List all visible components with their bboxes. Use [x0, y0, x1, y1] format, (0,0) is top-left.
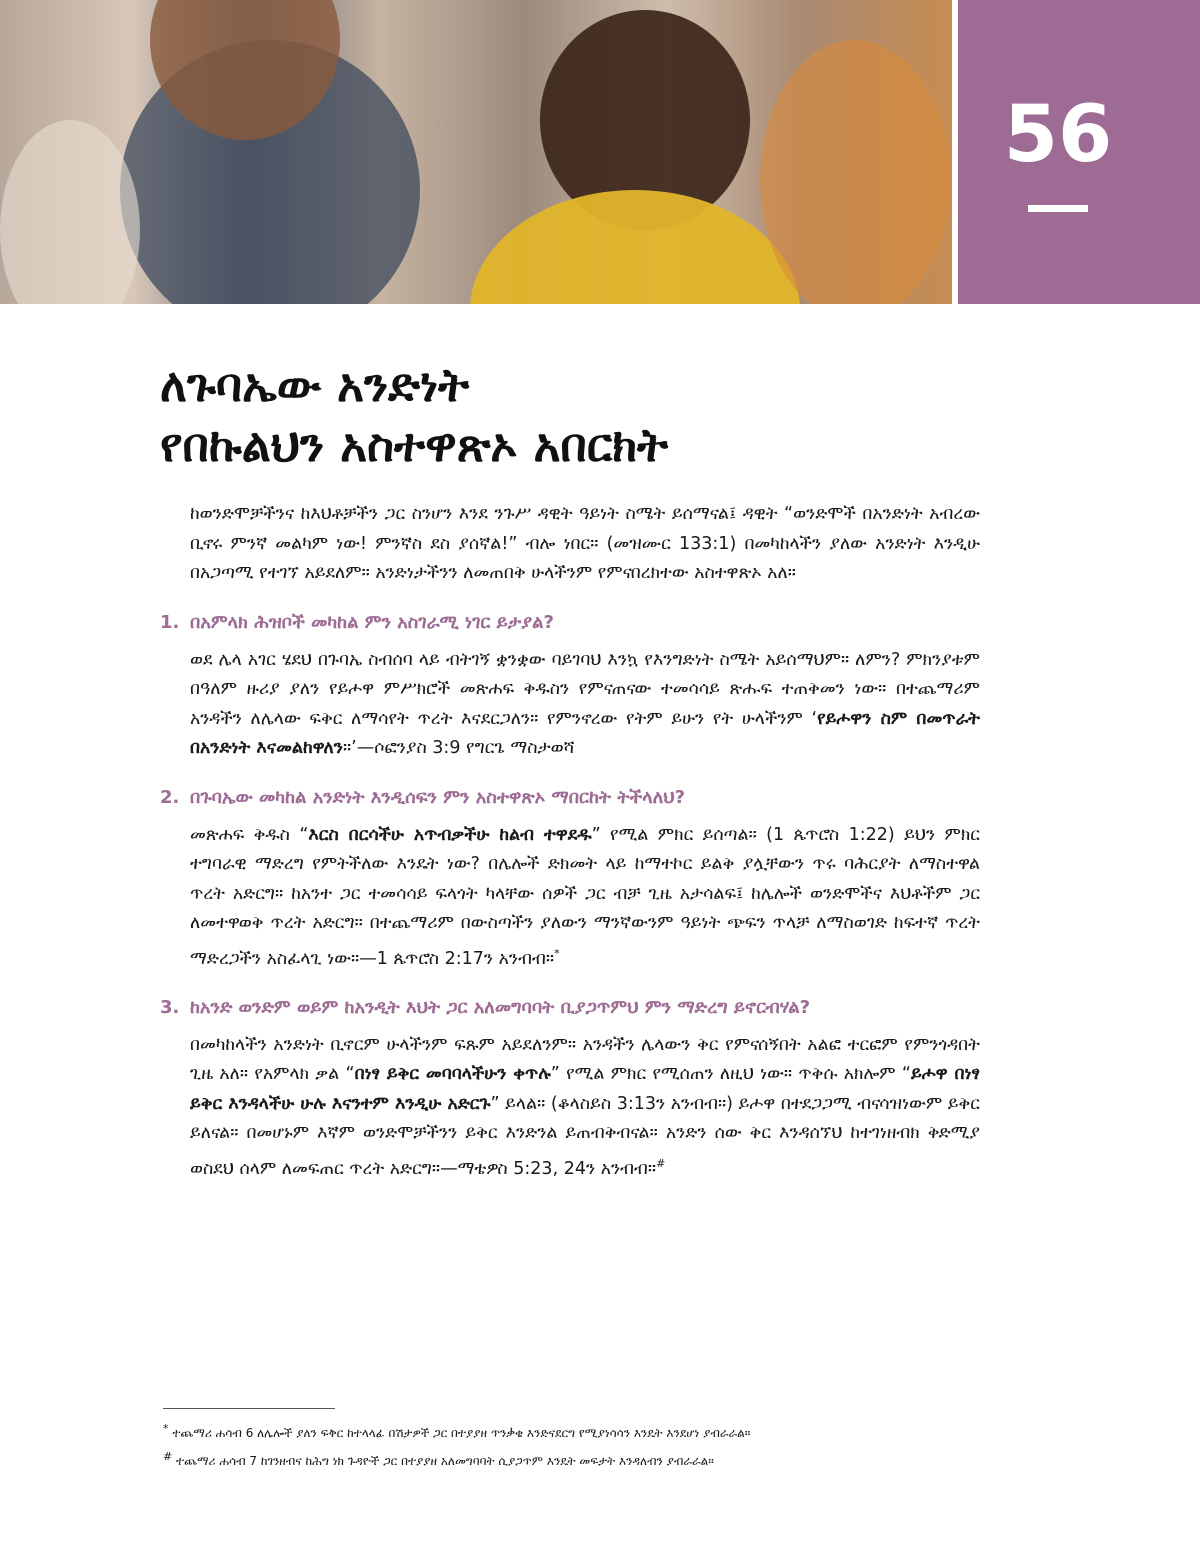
section-3-text-b: ” የሚል ምክር የሚሰጠን ለዚህ ነው። ጥቅሱ አክሎም “ — [550, 1064, 911, 1085]
section-2-question-text: በጉባኤው መካከል አንድነት እንዲሰፍን ምን አስተዋጽኦ ማበርከት ትችላለህ? — [190, 786, 686, 808]
intro-paragraph: ከወንድሞቻችንና ከእህቶቻችን ጋር ስንሆን እንደ ንጉሥ ዳዊት ዓይነት ስሜት ይሰማናል፤ ዳዊት “ወንድሞች በአንድነት አብረው ቢኖሩ ምንኛ መልካም ነው! ምንኛስ ደስ ያሰኛል!” ብሎ ነበር። (መዝሙር 133:1) በመካከላችን ያለው አንድነት እንዲሁ በአጋጣሚ የተገኘ አይደለም። አንድነታችንን ለመጠበቅ ሁላችንም የምናበረክተው አስተዋጽኦ አለ። — [190, 504, 980, 583]
section-1-question — [160, 609, 980, 636]
title-line-2: የበኩልህን አስተዋጽኦ አበርክት — [160, 418, 669, 472]
section-3-number: 3. — [160, 996, 180, 1018]
section-1-text-a: ወደ ሌላ አገር ሄደህ በጉባኤ ስብሰባ ላይ ብትገኝ ቋንቋው ባይገባህ እንኳ የእንግድነት ስሜት አይሰማህም። ለምን? ምክንያቱም በዓለም ዙሪያ ያለን የይሖዋ ምሥክሮች መጽሐፍ ቅዱስን የምናጠናው ተመሳሳይ ጽሑፍ ተጠቅመን ነው። በተጨማሪም አንዳችን ለሌላው ፍቅር ለማሳየት ጥረት እናደርጋለን። የምንኖረው የትም ይሁን የት ሁላችንም ‘ — [190, 649, 980, 729]
footnote-2-marker: # — [163, 1450, 173, 1463]
section-3-question-text: ከአንድ ወንድም ወይም ከአንዲት እህት ጋር አለመግባባት ቢያጋጥምህ ምን ማድረግ ይኖርብሃል? — [190, 996, 811, 1018]
section-3-text-a: በመካከላችን አንድነት ቢኖርም ሁላችንም ፍጹም አይደለንም። አንዳችን ሌላውን ቅር የምናሰኝበት አልፎ ተርፎም የምንጎዳበት ጊዜ አለ። የአምላክ ቃል “ — [190, 1034, 980, 1085]
footnote-1-marker: * — [163, 1422, 169, 1435]
lesson-title — [160, 355, 1060, 475]
footnote-1-text: ተጨማሪ ሐሳብ 6 ለሌሎች ያለን ፍቅር ከተላላፊ በሽታዎች ጋር በተያያዘ ጥንቃቄ እንድናደርግ የሚያነሳሳን እንዴት እንደሆነ ያብራራል። — [168, 1426, 751, 1440]
footnote-divider — [163, 1408, 335, 1409]
section-2-text-b: ” የሚል ምክር ይሰጣል። (1 ጴጥሮስ 1:22) ይህን ምክር ተግባራዊ ማድረግ የምትችለው እንዴት ነው? በሌሎች ድክመት ላይ ከማተኮር ይልቅ ያሏቸውን ጥሩ ባሕርያት ለማስተዋል ጥረት አድርግ። ከአንተ ጋር ተመሳሳይ ፍላጎት ካላቸው ሰዎች ጋር ብቻ ጊዜ አታሳልፍ፤ ከሌሎች ወንድሞችና እህቶችም ጋር ለመተዋወቅ ጥረት አድርግ። በተጨማሪም በውስጣችን ያለውን ማንኛውንም ዓይነት ጭፍን ጥላቻ ለማስወገድ ከፍተኛ ጥረት ማድረጋችን አስፈላጊ ነው።—1 ጴጥሮስ 2:17ን አንብብ። — [190, 824, 980, 969]
header-photo — [0, 0, 952, 304]
section-2-paragraph — [190, 821, 980, 974]
section-2-number: 2. — [160, 786, 180, 808]
section-3-question — [160, 994, 980, 1021]
section-1-text-b: ።’—ሶፎንያስ 3:9 የግርጌ ማስታወሻ — [342, 738, 575, 758]
section-3-quote-2: ይሖዋ በነፃ ይቅር እንዳላችሁ ሁሉ እናንተም እንዲሁ አድርጉ — [190, 1064, 980, 1114]
footnote-marker-asterisk[interactable]: * — [554, 946, 560, 960]
section-3-quote-1: በነፃ ይቅር መባባላችሁን ቀጥሉ — [354, 1064, 551, 1085]
lesson-number-badge — [958, 0, 1200, 304]
badge-underline — [1028, 205, 1088, 212]
section-2-question — [160, 784, 980, 811]
footnote-marker-hash[interactable]: # — [656, 1156, 666, 1170]
section-2-text-a: መጽሐፍ ቅዱስ “ — [190, 824, 309, 845]
section-1-paragraph — [190, 646, 980, 764]
section-3-paragraph — [190, 1031, 980, 1184]
title-line-1: ለጉባኤው አንድነት — [160, 358, 470, 412]
section-2-quote: እርስ በርሳችሁ አጥብቃችሁ ከልብ ተዋደዱ — [308, 824, 592, 845]
section-3-text-c: ” ይላል። (ቆላስይስ 3:13ን አንብብ።) ይሖዋ በተደጋጋሚ ብናሳዝነውም ይቅር ይለናል። በመሆኑም እኛም ወንድሞቻችንን ይቅር እንድንል ይጠብቅብናል። አንድን ሰው ቅር እንዳሰኘህ ከተገነዘብክ ቅድሚያ ወስደህ ሰላም ለመፍጠር ጥረት አድርግ።—ማቴዎስ 5:23, 24ን አንብብ። — [190, 1093, 980, 1179]
footnotes — [163, 1408, 963, 1475]
footnote-2 — [163, 1447, 963, 1471]
footnote-2-text: ተጨማሪ ሐሳብ 7 ከገንዘብና ከሕግ ነክ ጉዳዮች ጋር በተያያዘ አለመግባባት ሲያጋጥም እንዴት መፍታት እንዳለብን ያብራራል። — [172, 1454, 714, 1468]
footnote-1 — [163, 1419, 963, 1443]
section-1-question-text: በአምላክ ሕዝቦች መካከል ምን አስገራሚ ነገር ይታያል? — [190, 611, 554, 633]
section-1-number: 1. — [160, 611, 180, 633]
lesson-body — [160, 500, 980, 1184]
section-1-quote: የይሖዋን ስም በመጥራት በአንድነት እናመልከዋለን — [190, 708, 980, 758]
lesson-number: 56 — [1003, 90, 1113, 180]
